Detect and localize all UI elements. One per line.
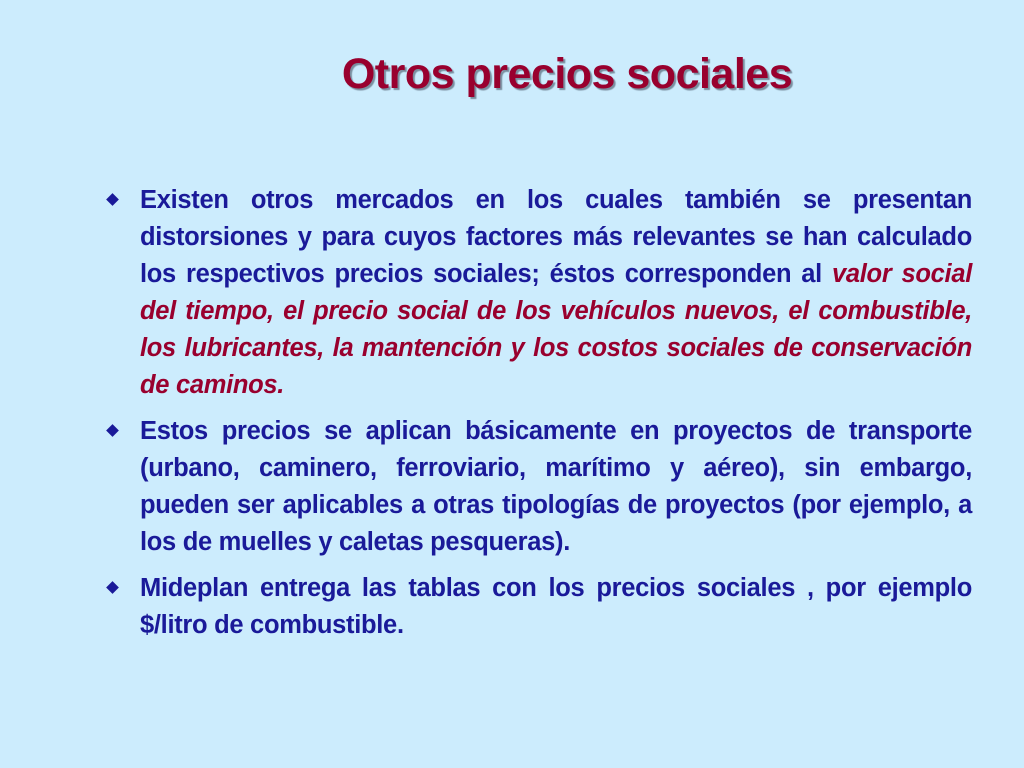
slide-title: Otros precios sociales <box>341 50 793 98</box>
bullet-list <box>106 182 972 653</box>
diamond-bullet-icon <box>106 581 119 594</box>
bullet-2-text: Estos precios se aplican básicamente en proyectos de transporte (urbano, caminero, ferroviario, marítimo y aéreo), sin embargo, pueden ser aplicables a otras tipologías de proyectos (por ejemplo, a los de muelles y caletas pesqueras). <box>140 417 972 556</box>
bullet-item-3 <box>106 570 972 644</box>
bullet-1-emphasis: valor social del tiempo, el precio social de los vehículos nuevos, el combustible, los lubricantes, la mantención y los costos sociales de conservación de caminos. <box>140 260 972 399</box>
diamond-bullet-icon <box>106 424 119 437</box>
bullet-3-text: Mideplan entrega las tablas con los precios sociales , por ejemplo $/litro de combustible. <box>140 574 972 639</box>
bullet-1-text: Existen otros mercados en los cuales también se presentan distorsiones y para cuyos factores más relevantes se han calculado los respectivos precios sociales; éstos corresponden al <box>140 186 972 288</box>
diamond-bullet-icon <box>106 193 119 206</box>
bullet-item-1 <box>106 182 972 404</box>
bullet-item-2 <box>106 413 972 561</box>
